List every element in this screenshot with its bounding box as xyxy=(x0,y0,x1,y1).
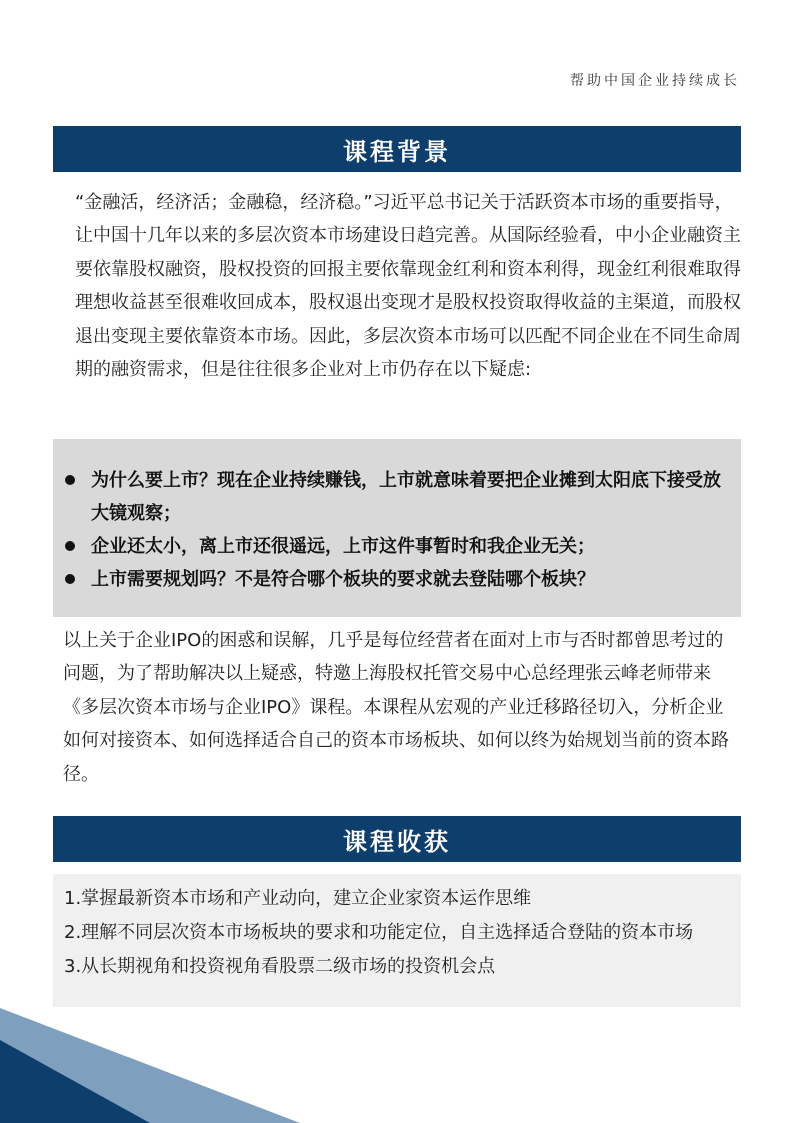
corner-decoration xyxy=(0,1008,330,1123)
questions-box xyxy=(53,439,741,617)
gains-box xyxy=(53,874,741,1007)
intro-paragraph: “金融活，经济活；金融稳，经济稳。”习近平总书记关于活跃资本市场的重要指导，让中国十几年以来的多层次资本市场建设日趋完善。从国际经验看，中小企业融资主要依靠股权融资，股权投资的回报主要依靠现金红利和资本利得，现金红利很难取得理想收益甚至很难收回成本，股权退出变现才是股权投资取得收益的主渠道，而股权退出变现主要依靠资本市场。因此，多层次资本市场可以匹配不同企业在不同生命周期的融资需求，但是往往很多企业对上市仍存在以下疑虑: xyxy=(75,192,741,381)
section-title-text: 课程收获 xyxy=(343,827,451,856)
question-item xyxy=(53,563,741,596)
question-text: 上市需要规划吗？不是符合哪个板块的要求就去登陆哪个板块？ xyxy=(91,569,595,590)
section-title-background xyxy=(53,126,741,172)
question-item xyxy=(53,530,741,563)
gain-item: 2.理解不同层次资本市场板块的要求和功能定位，自主选择适合登陆的资本市场 xyxy=(64,922,694,943)
gains-list xyxy=(64,882,693,984)
followup-paragraph: 以上关于企业IPO的困惑和误解，几乎是每位经营者在面对上市与否时都曾思考过的问题，为了帮助解决以上疑惑，特邀上海股权托管交易中心总经理张云峰老师带来《多层次资本市场与企业IPO》课程。本课程从宏观的产业迁移路径切入，分析企业如何对接资本、如何选择适合自己的资本市场板块、如何以终为始规划当前的资本路径。 xyxy=(63,630,729,785)
section-title-background xyxy=(53,816,741,862)
question-text: 企业还太小，离上市还很遥远，上市这件事暂时和我企业无关； xyxy=(91,536,595,557)
page-tagline: 帮助中国企业持续成长 xyxy=(570,73,740,89)
section-title-text: 课程背景 xyxy=(343,137,451,166)
question-text: 为什么要上市？现在企业持续赚钱，上市就意味着要把企业摊到太阳底下接受放大镜观察； xyxy=(91,470,721,524)
questions-list xyxy=(53,464,741,596)
gain-item: 3.从长期视角和投资视角看股票二级市场的投资机会点 xyxy=(64,956,496,977)
bullet-icon xyxy=(65,475,75,485)
question-item xyxy=(53,464,741,530)
gain-item: 1.掌握最新资本市场和产业动向，建立企业家资本运作思维 xyxy=(64,888,532,909)
bullet-icon xyxy=(65,541,75,551)
bullet-icon xyxy=(65,574,75,584)
